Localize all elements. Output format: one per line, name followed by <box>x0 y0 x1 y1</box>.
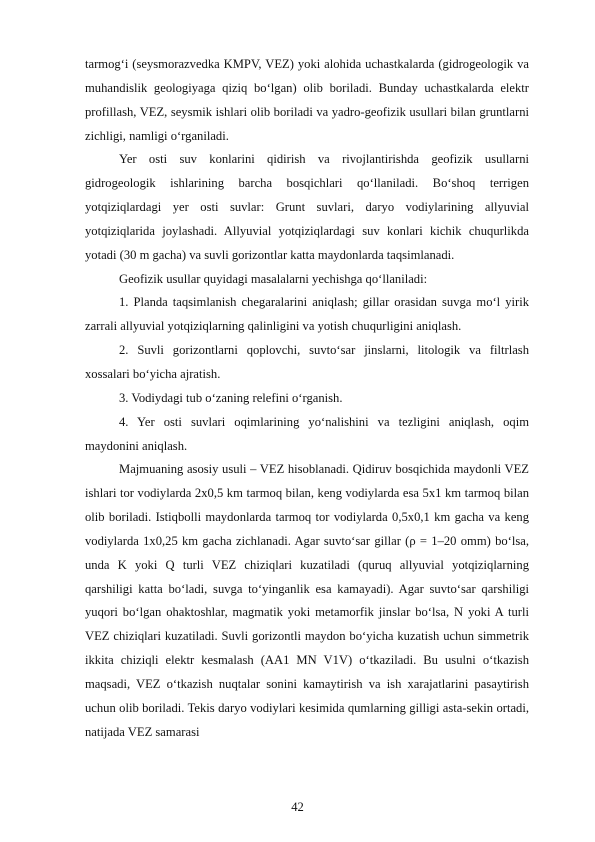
list-item-4: 4. Yer osti suvlari oqimlarining yo‘nalishini va tezligini aniqlash, oqim maydonini aniqlash. <box>85 414 529 453</box>
list-item-3: 3. Vodiydagi tub o‘zaning relefini o‘rganish. <box>119 390 343 405</box>
paragraph-vez-method: Majmuaning asosiy usuli – VEZ hisoblanadi. Qidiruv bosqichida maydonli VEZ ishlari tor vodiylarda 2x0,5 km tarmoq bilan, keng vodiylarda esa 5x1 km tarmoq bilan olib boriladi. Istiqbolli maydonlarda tarmoq tor vodiylarda 0,5x0,1 km gacha va keng vodiylarda 1x0,25 km gacha zichlanadi. Agar suvto‘sar gillar (ρ = 1–20 omm) bo‘lsa, unda K yoki Q turli VEZ chiziqlari kuzatiladi (quruq allyuvial yotqiziqlarning qarshiligi katta bo‘ladi, suvga to‘yinganlik esa kamayadi). Agar suvto‘sar qarshiligi yuqori bo‘lgan ohaktoshlar, magmatik yoki metamorfik jinslar bo‘lsa, N yoki A turli VEZ chiziqlari kuzatiladi. Suvli gorizontli maydon bo‘yicha kuzatish uchun simmetrik ikkita chiziqli elektr kesmalash (AA1 MN V1V) o‘tkaziladi. Bu usulni o‘tkazish maqsadi, VEZ o‘tkazish nuqtalar sonini kamaytirish va ish xarajatlarini pasaytirish uchun olib boriladi. Tekis daryo vodiylari kesimida qumlarning gilligi asta-sekin ortadi, natijada VEZ samarasi <box>85 462 529 739</box>
list-item-1: 1. Planda taqsimlanish chegaralarini aniqlash; gillar orasidan suvga mo‘l yirik zarrali allyuvial yotqiziqlarning qalinligini va yotish chuqurligini aniqlash. <box>85 295 529 334</box>
paragraph-continuation: tarmog‘i (seysmorazvedka KMPV, VEZ) yoki alohida uchastkalarda (gidrogeologik va muhandislik geologiyaga qiziq bo‘lgan) olib boriladi. Bunday uchastkalarda elektr profillash, VEZ, seysmik ishlari olib boriladi va yadro-geofizik usullari bilan gruntlarni zichligi, namligi o‘rganiladi. <box>85 57 529 143</box>
page-number: 42 <box>291 800 304 814</box>
list-item-2: 2. Suvli gorizontlarni qoplovchi, suvto‘sar jinslarni, litologik va filtrlash xossalari bo‘yicha ajratish. <box>85 343 529 381</box>
page-body <box>85 53 529 744</box>
paragraph-tasks-intro: Geofizik usullar quyidagi masalalarni yechishga qo‘llaniladi: <box>119 271 428 286</box>
paragraph-groundwater: Yer osti suv konlarini qidirish va rivojlantirishda geofizik usullarni gidrogeologik ishlarining barcha bosqichlari qo‘llaniladi. Bo‘shoq terrigen yotqiziqlardagi yer osti suvlar: Grunt suvlari, daryo vodiylarining allyuvial yotqiziqlarida joylashadi. Allyuvial yotqiziqlardagi suv konlari kichik chuqurlikda yotadi (30 m gacha) va suvli gorizontlar katta maydonlarda taqsimlanadi. <box>85 152 529 262</box>
